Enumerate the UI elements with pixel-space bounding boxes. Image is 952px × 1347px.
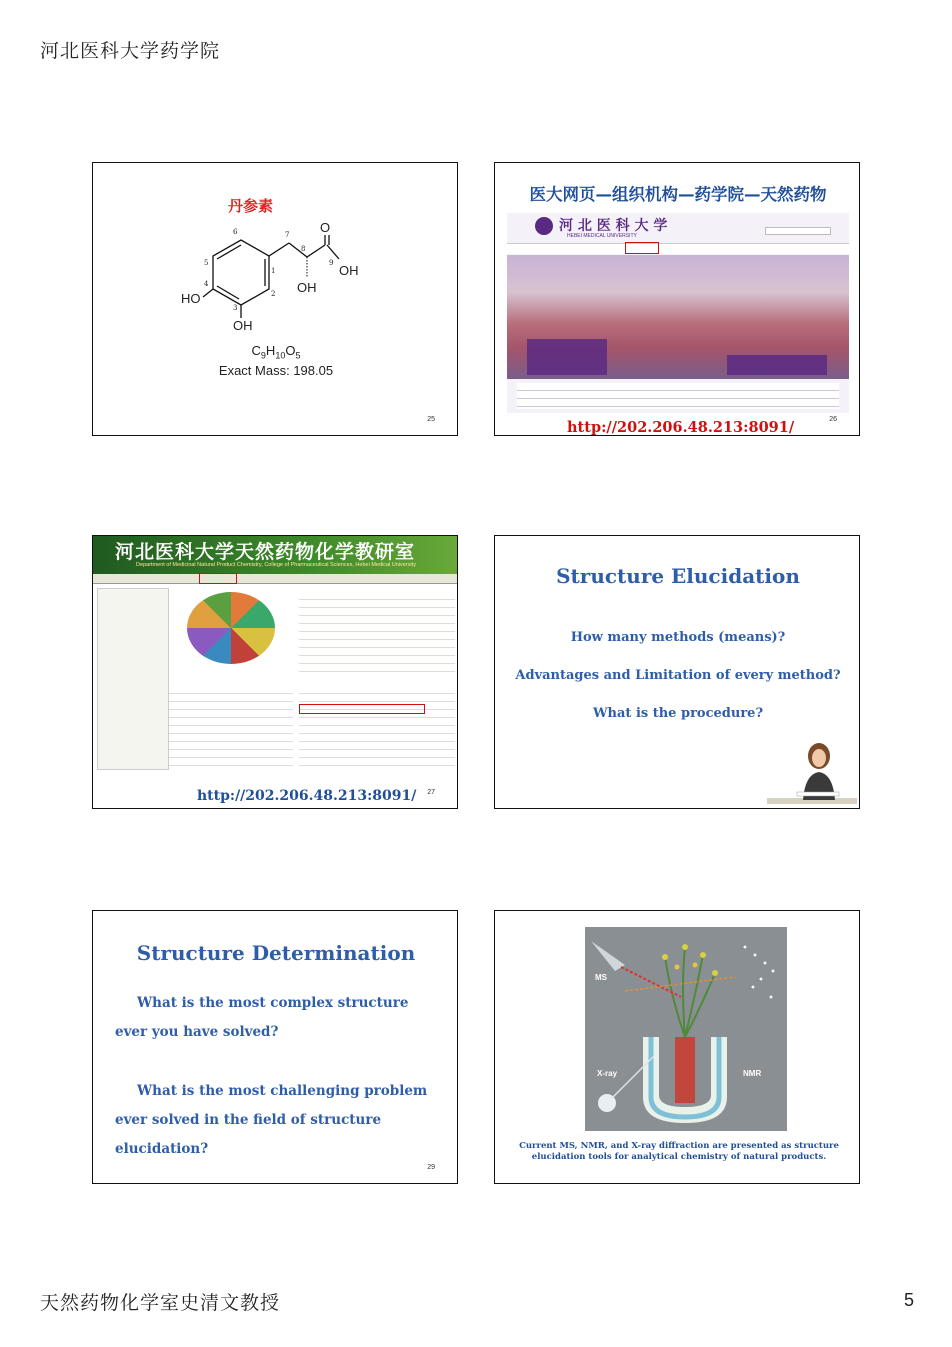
atom-oh-alpha: OH bbox=[297, 280, 317, 295]
website-screenshot bbox=[507, 213, 849, 413]
course-list bbox=[169, 686, 293, 772]
page-number: 5 bbox=[903, 1290, 914, 1310]
medicine-wheel-image bbox=[187, 592, 275, 664]
molecular-formula: $C_9H_{10}O_5$ bbox=[251, 343, 301, 361]
atom-number: 9 bbox=[329, 259, 334, 267]
university-logo-icon bbox=[535, 217, 553, 235]
slide-title: 医大网页—组织机构—药学院—天然药物 bbox=[529, 185, 827, 204]
news-column bbox=[299, 592, 455, 672]
website-url[interactable]: http://202.206.48.213:8091/ bbox=[197, 788, 417, 804]
slide-26 bbox=[494, 162, 860, 436]
question-1: What is the most complex structure ever you have solved? bbox=[115, 995, 409, 1040]
atom-number: 2 bbox=[271, 290, 276, 298]
nav-highlight[interactable] bbox=[625, 242, 659, 254]
news-list bbox=[517, 383, 839, 409]
slide-27 bbox=[92, 535, 458, 809]
atom-number: 1 bbox=[271, 267, 276, 275]
atom-number: 5 bbox=[204, 259, 209, 267]
atom-number: 8 bbox=[301, 245, 306, 253]
site-nav-bar[interactable] bbox=[93, 574, 458, 584]
question-1: How many methods (means)? bbox=[570, 630, 786, 645]
university-name: 河 北 医 科 大 学 bbox=[559, 218, 668, 234]
left-sidebar bbox=[97, 588, 169, 770]
slide-28 bbox=[494, 535, 860, 809]
slide-number: 26 bbox=[829, 416, 837, 423]
slide-number: 25 bbox=[427, 416, 435, 423]
banner-subtitle: Department of Medicinal Natural Product Chemistry, College of Pharmaceutical Sciences, Hebei Medical University bbox=[136, 562, 416, 568]
exact-mass: Exact Mass: 198.05 bbox=[218, 363, 334, 378]
analytical-tools-illustration bbox=[585, 927, 787, 1131]
news-panel bbox=[527, 339, 607, 375]
question-2: Advantages and Limitation of every method? bbox=[515, 668, 841, 683]
figure-caption: Current MS, NMR, and X-ray diffraction are presented as structure elucidation tools for analytical chemistry of natural products. bbox=[519, 1141, 839, 1162]
question-2: What is the most challenging problem ever solved in the field of structure elucidation? bbox=[115, 1083, 428, 1157]
slide-29 bbox=[92, 910, 458, 1184]
atom-o-top: O bbox=[320, 220, 331, 235]
slide-title: Structure Determination bbox=[136, 941, 416, 965]
atom-number: 3 bbox=[233, 304, 238, 312]
banner-title: 河北医科大学天然药物化学教研室 bbox=[115, 541, 416, 563]
website-url[interactable]: http://202.206.48.213:8091/ bbox=[567, 419, 795, 436]
atom-ho-left: HO bbox=[181, 291, 201, 306]
label-nmr: NMR bbox=[743, 1069, 762, 1078]
slide-number: 29 bbox=[427, 1164, 435, 1171]
atom-oh-right: OH bbox=[339, 263, 359, 278]
nav-highlight[interactable] bbox=[199, 573, 237, 584]
atom-oh-bottom: OH bbox=[233, 318, 253, 333]
chemical-structure bbox=[93, 163, 458, 343]
slide-number: 27 bbox=[427, 789, 435, 796]
atom-number: 4 bbox=[204, 280, 209, 288]
page-footer: 天然药物化学室史清文教授 bbox=[40, 1292, 281, 1314]
search-box[interactable] bbox=[765, 227, 831, 235]
question-3: What is the procedure? bbox=[592, 706, 764, 721]
thinking-student-illustration bbox=[767, 734, 857, 806]
slide-25 bbox=[92, 162, 458, 436]
atom-number: 7 bbox=[285, 231, 290, 239]
study-highlight[interactable] bbox=[299, 704, 425, 714]
page-header: 河北医科大学药学院 bbox=[40, 40, 221, 62]
study-list bbox=[299, 686, 455, 772]
label-xray: X-ray bbox=[597, 1069, 618, 1078]
atom-number: 6 bbox=[233, 228, 238, 236]
slide-30 bbox=[494, 910, 860, 1184]
nav-bar[interactable] bbox=[507, 243, 849, 254]
compound-name: 丹参素 bbox=[228, 197, 274, 215]
slide-title: Structure Elucidation bbox=[556, 564, 800, 588]
news-panel bbox=[727, 355, 827, 375]
university-name-en: HEBEI MEDICAL UNIVERSITY bbox=[567, 233, 637, 239]
label-ms: MS bbox=[595, 973, 607, 982]
